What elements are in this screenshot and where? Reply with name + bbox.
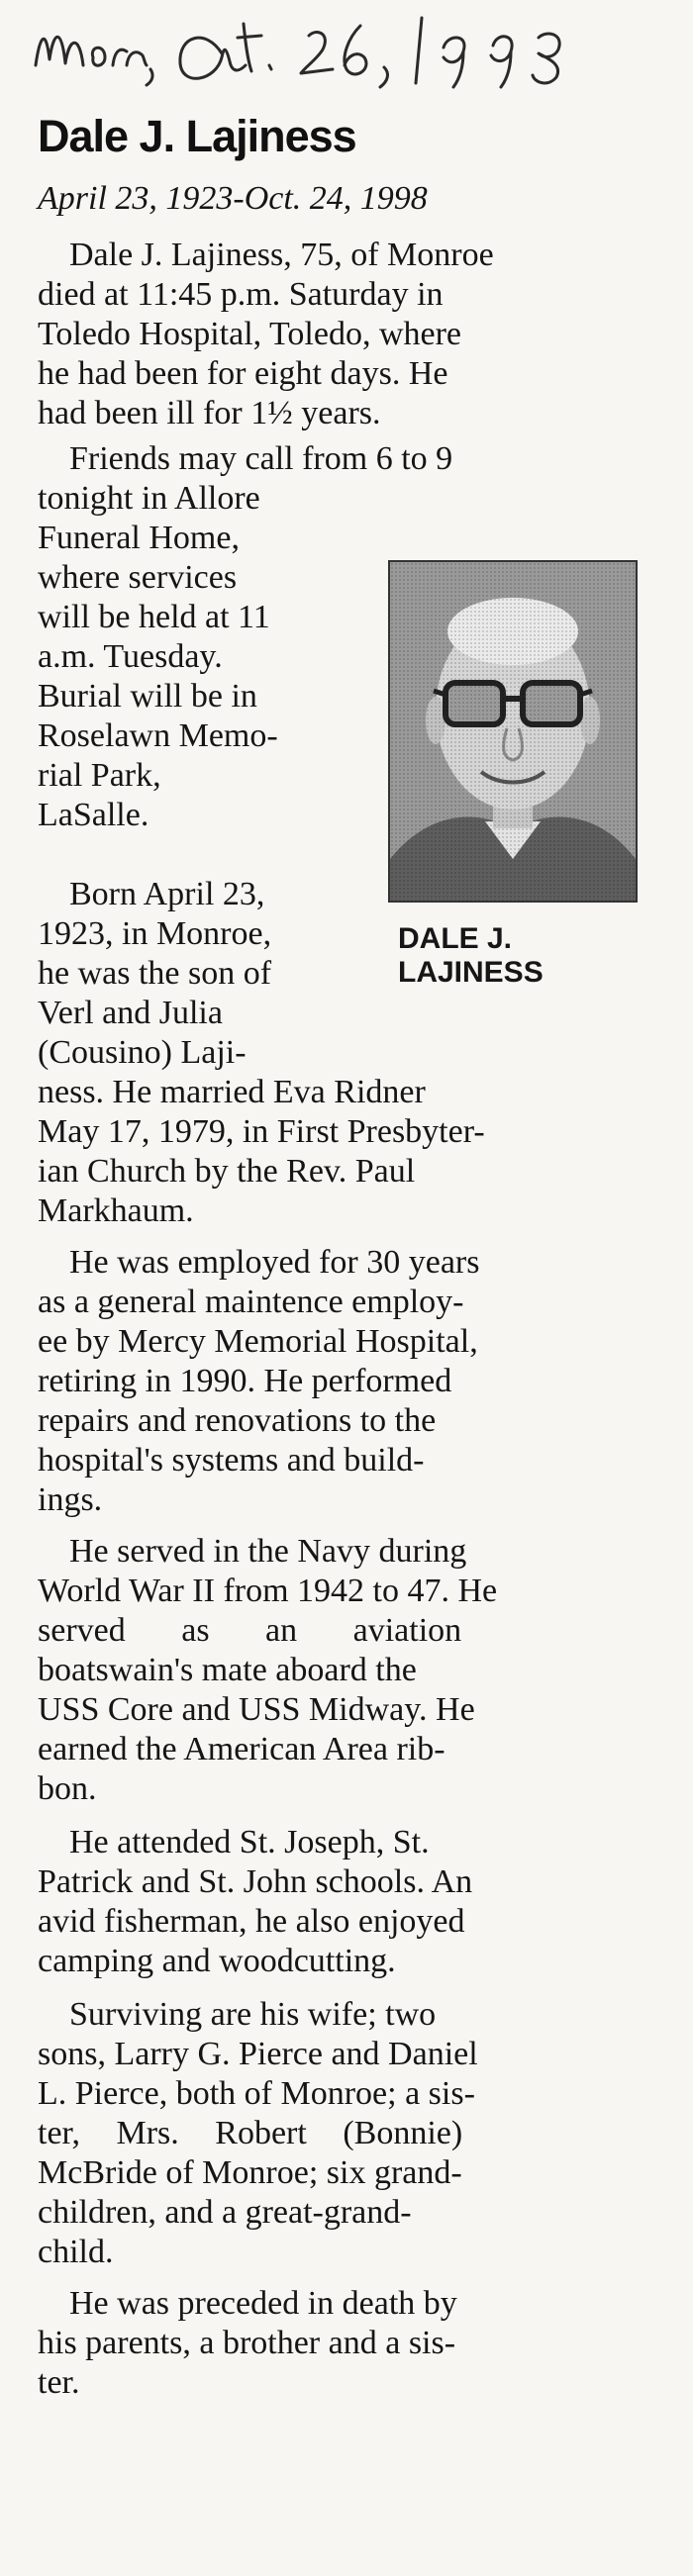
life-dates: April 23, 1923-Oct. 24, 1998 (38, 180, 428, 217)
paragraph-employment (38, 1243, 632, 1520)
text-line: where services (38, 559, 238, 596)
paragraph-biography (38, 875, 632, 1231)
text-line: Verl and Julia (38, 995, 223, 1031)
text-line: Roselawn Memo- (38, 717, 278, 754)
text-line: child. (38, 2234, 114, 2270)
text-line: rial Park, (38, 757, 161, 794)
paragraph-death-notice (38, 236, 632, 433)
text-line: earned the American Area rib- (38, 1731, 446, 1767)
text-line: will be held at 11 (38, 599, 270, 635)
paragraph-survivors (38, 1995, 632, 2272)
text-line: as a general maintence employ- (38, 1284, 464, 1320)
text-line: World War II from 1942 to 47. He (38, 1573, 498, 1609)
handwritten-date-annotation (28, 8, 642, 97)
text-line: camping and woodcutting. (38, 1943, 396, 1979)
text-line: repairs and renovations to the (38, 1402, 437, 1439)
text-line: May 17, 1979, in First Presbyter- (38, 1113, 485, 1150)
text-line: (Cousino) Laji- (38, 1034, 247, 1071)
text-line: He attended St. Joseph, St. (69, 1824, 430, 1860)
text-line: ter, Mrs. Robert (Bonnie) (38, 2115, 463, 2151)
paragraph-military (38, 1532, 632, 1809)
text-line: Patrick and St. John schools. An (38, 1863, 473, 1900)
text-line: Surviving are his wife; two (69, 1996, 437, 2033)
text-line: L. Pierce, both of Monroe; a sis- (38, 2075, 475, 2112)
text-line: retiring in 1990. He performed (38, 1363, 452, 1399)
text-line: ness. He married Eva Ridner (38, 1074, 426, 1110)
paragraph-preceded-in-death (38, 2284, 632, 2403)
text-line: He was preceded in death by (69, 2285, 457, 2322)
text-line: served as an aviation (38, 1612, 462, 1649)
paragraph-education-hobbies (38, 1823, 632, 1981)
text-line: he was the son of (38, 955, 272, 992)
text-line: sons, Larry G. Pierce and Daniel (38, 2036, 478, 2072)
text-line: Born April 23, (69, 876, 265, 912)
text-line: Funeral Home, (38, 520, 240, 556)
text-line: Burial will be in (38, 678, 257, 715)
text-line: had been ill for 1½ years. (38, 395, 381, 431)
text-line: He served in the Navy during (69, 1533, 467, 1570)
text-line: died at 11:45 p.m. Saturday in (38, 276, 444, 313)
text-line: 1923, in Monroe, (38, 915, 272, 952)
text-line: tonight in Allore (38, 480, 260, 517)
text-line: hospital's systems and build- (38, 1442, 425, 1479)
text-line: he had been for eight days. He (38, 355, 448, 392)
text-line: ian Church by the Rev. Paul (38, 1153, 416, 1190)
text-line: Dale J. Lajiness, 75, of Monroe (69, 237, 494, 273)
text-line: boatswain's mate aboard the (38, 1652, 417, 1688)
text-line: Friends may call from 6 to 9 (69, 440, 453, 477)
text-line: McBride of Monroe; six grand- (38, 2154, 462, 2191)
text-line: ee by Mercy Memorial Hospital, (38, 1323, 478, 1360)
text-line: Toledo Hospital, Toledo, where (38, 316, 462, 352)
text-line: bon. (38, 1770, 97, 1807)
caption-line: LAJINESS (398, 956, 544, 989)
obituary-headline: Dale J. Lajiness (38, 111, 356, 161)
text-line: avid fisherman, he also enjoyed (38, 1903, 465, 1940)
text-line: USS Core and USS Midway. He (38, 1691, 475, 1728)
text-line: Markhaum. (38, 1193, 194, 1229)
portrait-image (390, 562, 636, 901)
text-line: He was employed for 30 years (69, 1244, 480, 1281)
text-line: his parents, a brother and a sis- (38, 2325, 456, 2361)
caption-line: DALE J. (398, 922, 513, 955)
text-line: ings. (38, 1481, 103, 1518)
text-line: a.m. Tuesday. (38, 638, 223, 675)
text-line: LaSalle. (38, 797, 149, 833)
portrait-photo (388, 560, 638, 903)
text-line: children, and a great-grand- (38, 2194, 412, 2231)
text-line: ter. (38, 2364, 80, 2401)
